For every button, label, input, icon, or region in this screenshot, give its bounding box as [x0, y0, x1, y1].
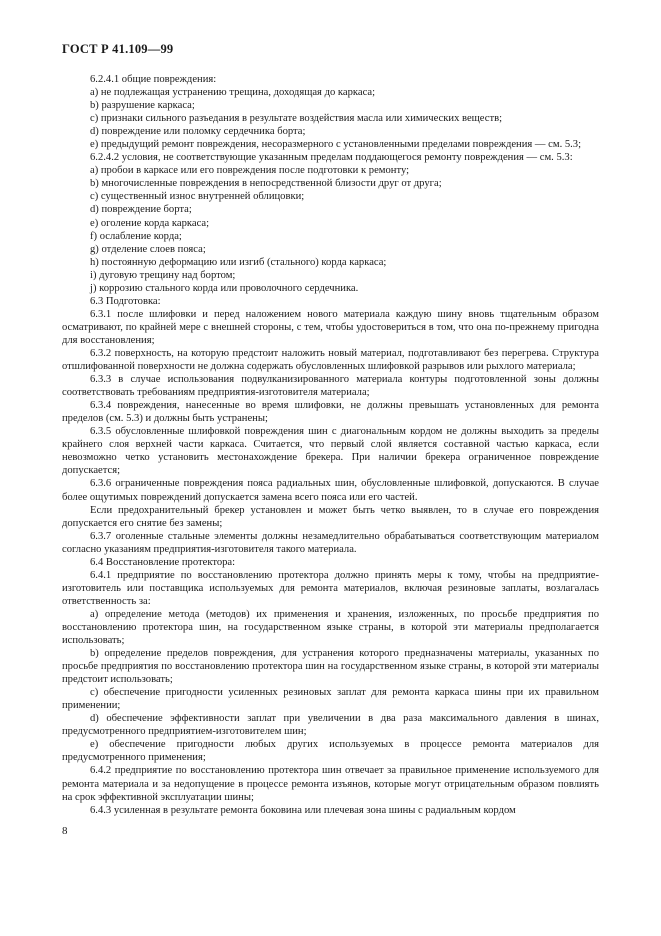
document-header: ГОСТ Р 41.109—99: [62, 42, 174, 56]
paragraph: 6.2.4.1 общие повреждения:: [90, 74, 217, 85]
paragraph: b) многочисленные повреждения в непосредственной близости друг от друга;: [90, 178, 442, 190]
paragraph: f) ослабление корда;: [90, 230, 182, 242]
paragraph: 6.2.4.2 условия, не соответствующие указанным пределам поддающегося ремонту повреждения — см. 5.3:: [90, 152, 573, 164]
paragraph: e) оголение корда каркаса;: [90, 217, 210, 229]
paragraph: 6.4.3 усиленная в результате ремонта боковина или плечевая зона шины с радиальным кордом: [90, 804, 516, 816]
paragraph: e) обеспечение пригодности любых других используемых в процессе ремонта материалов для предусмотренного применения;: [62, 739, 599, 764]
paragraph: g) отделение слоев пояса;: [90, 243, 206, 255]
paragraph: 6.3.4 повреждения, нанесенные во время шлифовки, не должны превышать установленных для ремонта пределов (см. 5.3) и должны быть устранены;: [62, 400, 599, 425]
paragraph: 6.3.5 обусловленные шлифовкой повреждения шин с диагональным кордом не должны выходить за пределы крайнего слоя верхней части каркаса. Считается, что первый слой является составной частью каркаса, если невозможно четко установить местонахождение брекера. При наличии брекера ограниченное повреждение допускается;: [62, 426, 599, 477]
paragraph: d) повреждение или поломку сердечника борта;: [90, 126, 306, 138]
paragraph: e) предыдущий ремонт повреждения, несоразмерного с установленными пределами повреждения — см. 5.3;: [90, 139, 582, 151]
paragraph: Если предохранительный брекер установлен и может быть четко выявлен, то в случае его повреждения допускается его снятие без замены;: [62, 504, 599, 529]
paragraph: i) дуговую трещину над бортом;: [90, 269, 236, 281]
paragraph: c) обеспечение пригодности усиленных резиновых заплат для ремонта каркаса шины при их правильном применении;: [62, 687, 599, 712]
paragraph: b) разрушение каркаса;: [90, 100, 195, 112]
paragraph: d) обеспечение эффективности заплат при увеличении в два раза максимального давления в шинах, предусмотренного предприятием-изготовителем шин;: [62, 713, 599, 738]
paragraph: a) пробои в каркасе или его повреждения после подготовки к ремонту;: [90, 165, 410, 177]
paragraph: h) постоянную деформацию или изгиб (стального) корда каркаса;: [90, 256, 387, 268]
page-number: 8: [62, 825, 68, 837]
paragraph: c) существенный износ внутренней облицовки;: [90, 191, 305, 203]
paragraph: 6.3 Подготовка:: [90, 295, 161, 307]
paragraph: 6.3.1 после шлифовки и перед наложением нового материала каждую шину вновь тщательным образом осматривают, по крайней мере с внешней стороны, с тем, чтобы удостовериться в том, что она по-прежнему пригодна для восстановления;: [62, 308, 599, 346]
paragraph: c) признаки сильного разъедания в результате воздействия масла или химических веществ;: [90, 113, 503, 125]
paragraph: 6.3.6 ограниченные повреждения пояса радиальных шин, обусловленные шлифовкой, допускаются. В случае более ощутимых повреждений допускается замена всего пояса или его частей.: [62, 478, 599, 503]
paragraph: a) не подлежащая устранению трещина, доходящая до каркаса;: [90, 87, 376, 99]
paragraph: 6.4.1 предприятие по восстановлению протектора должно принять меры к тому, чтобы на предприятие-изготовитель или поставщика используемых для ремонта материалов, включая резиновые заплаты, возлагалась ответственность за:: [62, 569, 599, 607]
paragraph: j) коррозию стального корда или проволочного сердечника.: [90, 282, 359, 294]
paragraph: 6.3.7 оголенные стальные элементы должны незамедлительно обрабатываться соответствующим материалом согласно указаниям предприятия-изготовителя такого материала.: [62, 530, 599, 555]
paragraph: a) определение метода (методов) их применения и хранения, изложенных, по просьбе предприятия по восстановлению протектора шин, на государственном языке страны, в которой эти материалы предполагается использовать;: [62, 608, 599, 647]
document-body: [62, 73, 599, 817]
paragraph: 6.4 Восстановление протектора:: [90, 556, 236, 568]
paragraph: 6.4.2 предприятие по восстановлению протектора шин отвечает за правильное применение используемого для ремонта материала и за недопущение в процессе ремонта изъянов, которые могут отрицательным образом повлиять на срок эффективной эксплуатации шины;: [62, 765, 599, 803]
paragraph: 6.3.2 поверхность, на которую предстоит наложить новый материал, подготавливают без перегрева. Структура отшлифованной поверхности не должна содержать обусловленных шлифовкой разрывов или рыхлого материала;: [62, 347, 599, 373]
paragraph: b) определение пределов повреждения, для устранения которого предназначены материалы, указанных по просьбе предприятия по восстановлению протектора шин на государственном языке страны, в которой эти материалы предстоит использовать;: [62, 648, 599, 686]
paragraph: d) повреждение борта;: [90, 204, 192, 216]
paragraph: 6.3.3 в случае использования подвулканизированного материала контуры подготовленной зоны должны соответствовать требованиям предприятия-изготовителя материала;: [62, 374, 599, 399]
